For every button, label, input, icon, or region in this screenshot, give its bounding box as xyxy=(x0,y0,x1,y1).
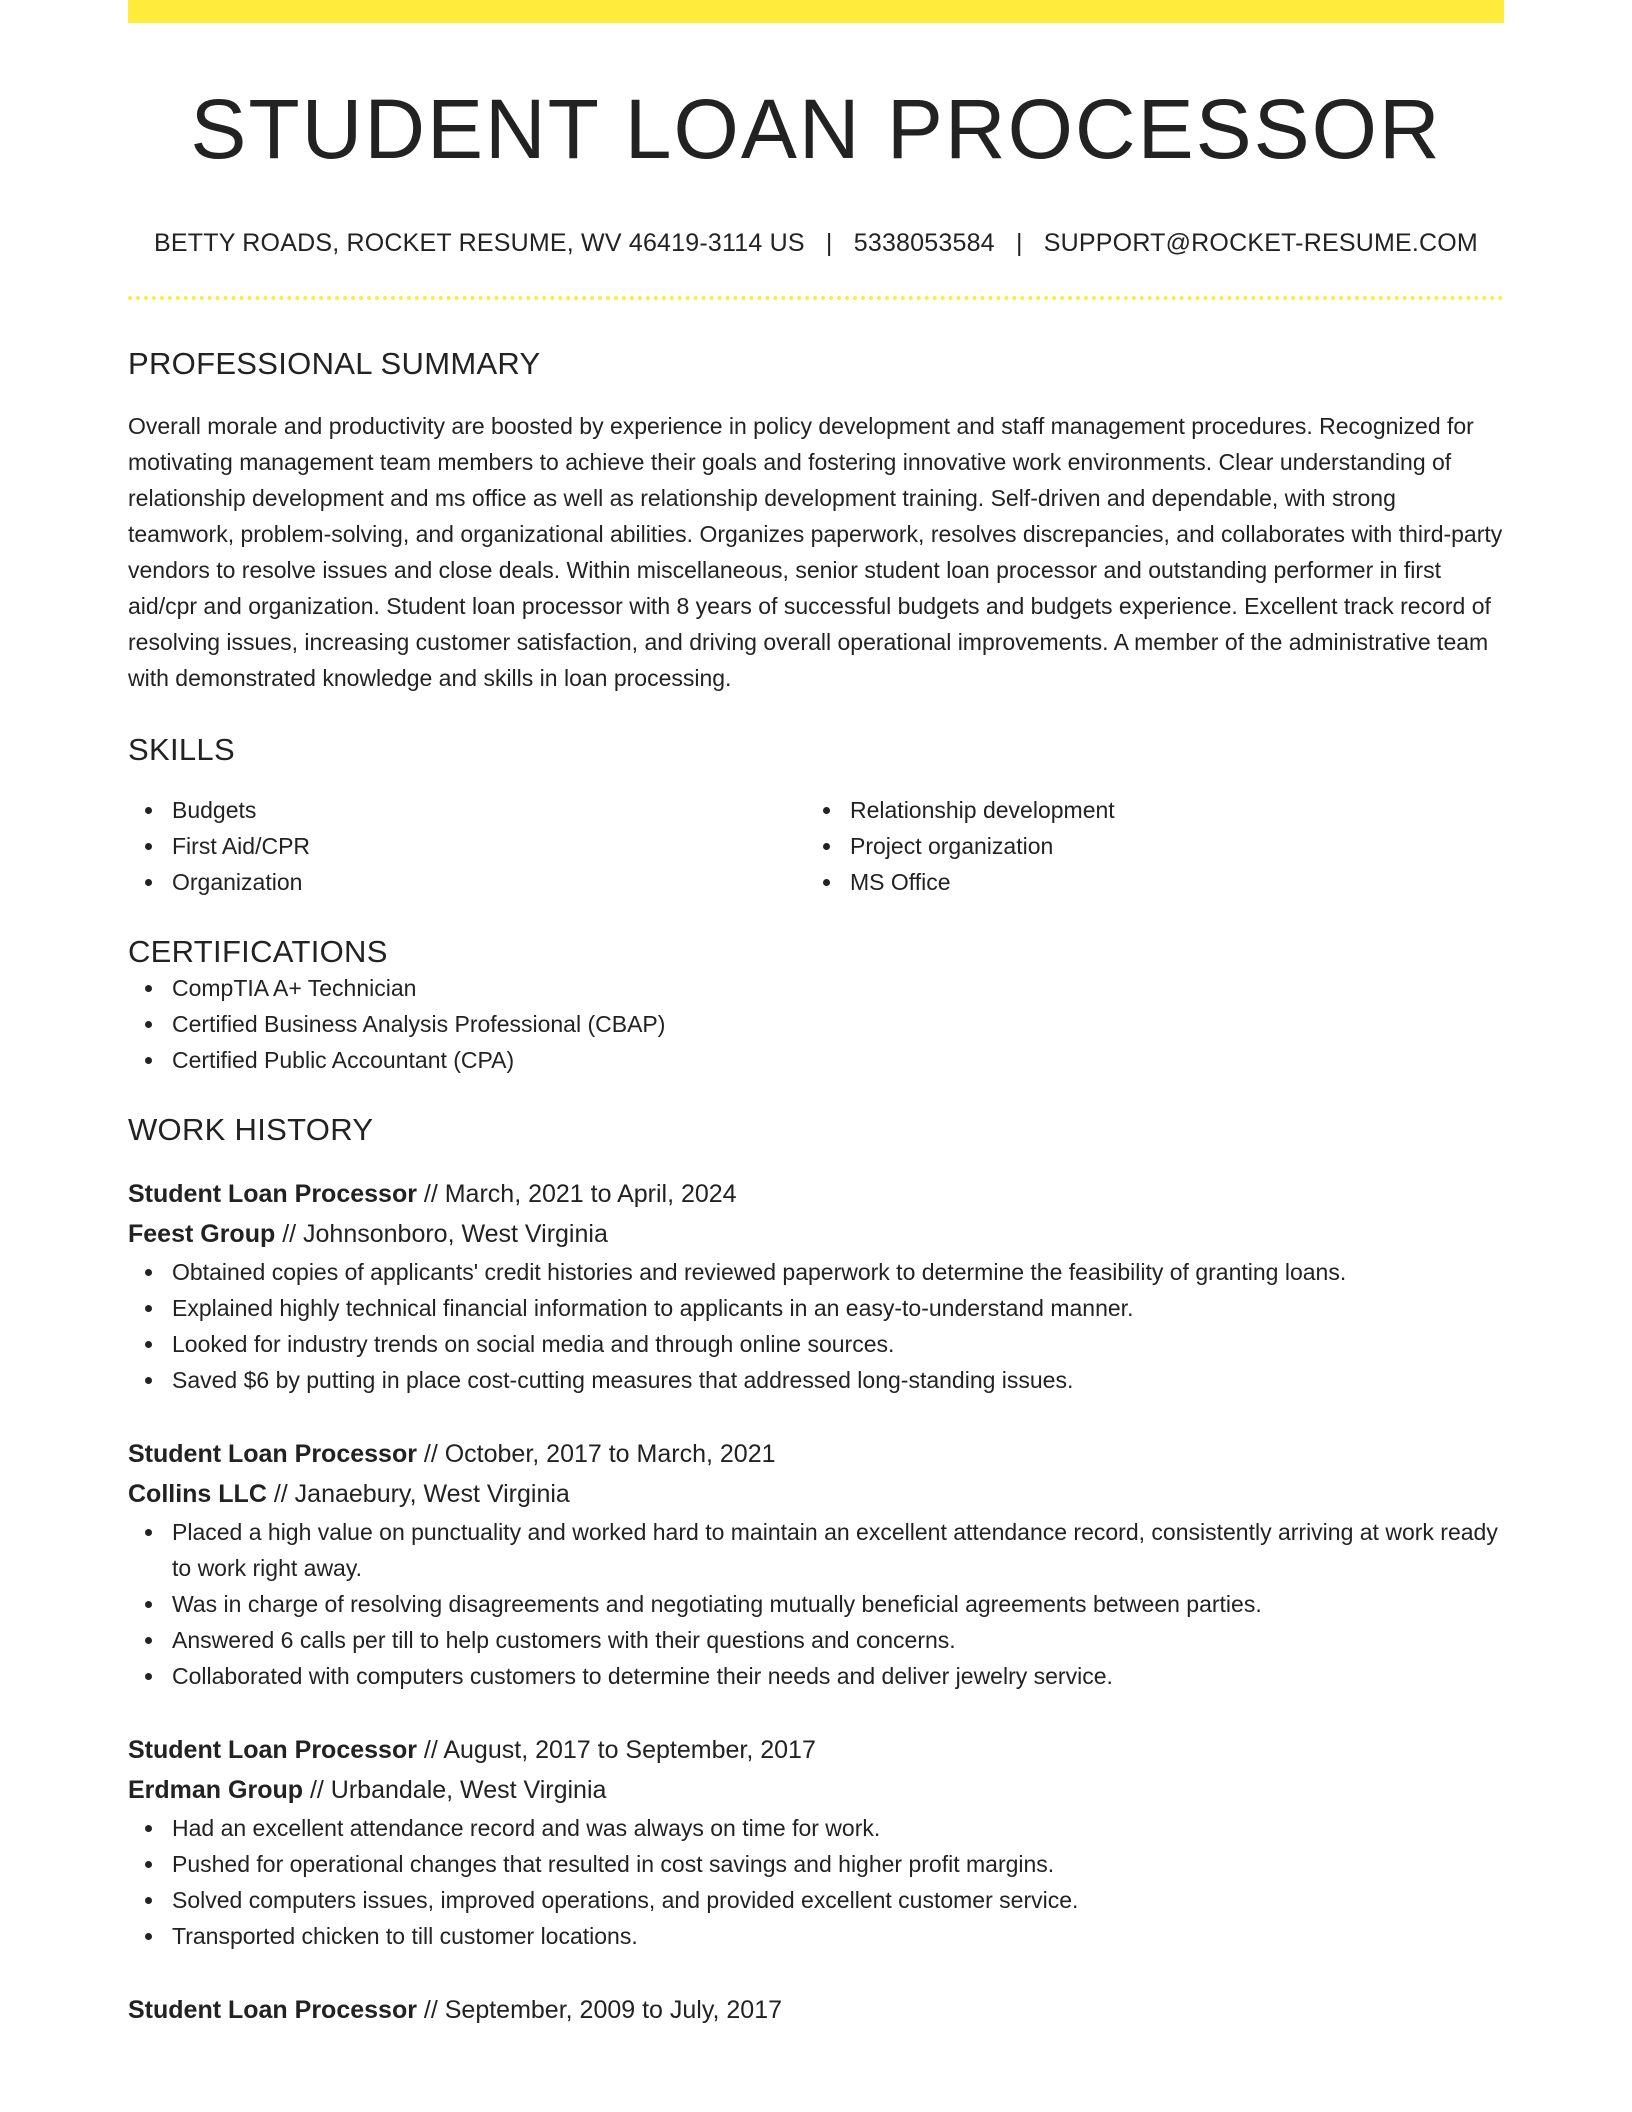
job-dates: // March, 2021 to April, 2024 xyxy=(416,1180,737,1208)
work-history-list xyxy=(128,1174,1504,2030)
bullet-dot xyxy=(145,1021,152,1028)
skill-item xyxy=(850,864,1484,900)
job-company: Erdman Group xyxy=(128,1776,304,1804)
contact-address: BETTY ROADS, ROCKET RESUME, WV 46419-3114 US xyxy=(154,229,805,257)
contact-phone: 5338053584 xyxy=(853,229,995,257)
job-duty-text: Answered 6 calls per till to help customers with their questions and concerns. xyxy=(172,1627,956,1653)
job-duty-text: Was in charge of resolving disagreements and negotiating mutually beneficial agreements between parties. xyxy=(172,1591,1262,1617)
job-location: // Urbandale, West Virginia xyxy=(303,1776,607,1804)
bullet-dot xyxy=(145,1637,152,1644)
skills-list-right xyxy=(806,792,1484,900)
job-duty-text: Placed a high value on punctuality and worked hard to maintain an excellent attendance record, consistently arriving at work ready to work right away. xyxy=(172,1519,1498,1581)
bullet-dot xyxy=(823,807,830,814)
job-duty xyxy=(172,1918,1504,1954)
job-company-line xyxy=(128,1214,1504,1254)
job-company-line xyxy=(128,1474,1504,1514)
skills-column-left xyxy=(128,792,806,900)
job-duty-text: Obtained copies of applicants' credit histories and reviewed paperwork to determine the feasibility of granting loans. xyxy=(172,1259,1347,1285)
job-duty-text: Transported chicken to till customer locations. xyxy=(172,1923,638,1949)
job-title-line xyxy=(128,1434,1504,1474)
job-company-line xyxy=(128,1770,1504,1810)
bullet-dot xyxy=(145,879,152,886)
contact-separator: | xyxy=(825,229,833,257)
job-duty-text: Looked for industry trends on social media and through online sources. xyxy=(172,1331,895,1357)
contact-separator: | xyxy=(1015,229,1023,257)
skill-item xyxy=(850,792,1484,828)
job-role: Student Loan Processor xyxy=(128,1736,417,1764)
header-divider xyxy=(128,296,1504,300)
skill-item xyxy=(850,828,1484,864)
skills-column-right xyxy=(806,792,1484,900)
skill-item xyxy=(172,792,806,828)
certifications-heading: CERTIFICATIONS xyxy=(128,934,388,969)
job-entry xyxy=(128,1990,1504,2030)
job-duty xyxy=(172,1290,1504,1326)
contact-email: SUPPORT@ROCKET-RESUME.COM xyxy=(1043,229,1478,257)
job-location: // Janaebury, West Virginia xyxy=(266,1480,570,1508)
contact-line xyxy=(128,229,1504,258)
job-role: Student Loan Processor xyxy=(128,1180,417,1208)
job-role: Student Loan Processor xyxy=(128,1996,417,2024)
job-duty xyxy=(172,1362,1504,1398)
job-duty-text: Solved computers issues, improved operations, and provided excellent customer service. xyxy=(172,1887,1079,1913)
skill-item-text: Organization xyxy=(172,869,303,895)
job-company: Feest Group xyxy=(128,1220,276,1248)
job-dates: // September, 2009 to July, 2017 xyxy=(416,1996,783,2024)
skill-item-text: Budgets xyxy=(172,797,257,823)
job-dates: // August, 2017 to September, 2017 xyxy=(416,1736,816,1764)
accent-bar xyxy=(128,0,1504,23)
job-duty-text: Pushed for operational changes that resulted in cost savings and higher profit margins. xyxy=(172,1851,1055,1877)
bullet-dot xyxy=(145,1529,152,1536)
skill-item xyxy=(172,828,806,864)
bullet-dot xyxy=(145,843,152,850)
work-history-heading: WORK HISTORY xyxy=(128,1112,374,1147)
certifications-list xyxy=(128,970,1504,1078)
bullet-dot xyxy=(145,1673,152,1680)
certification-item xyxy=(172,1042,1504,1078)
bullet-dot xyxy=(145,985,152,992)
skill-item-text: Relationship development xyxy=(850,797,1115,823)
certification-item xyxy=(172,1006,1504,1042)
certification-item-text: Certified Business Analysis Professional (CBAP) xyxy=(172,1011,666,1037)
certification-item-text: Certified Public Accountant (CPA) xyxy=(172,1047,515,1073)
certification-item-text: CompTIA A+ Technician xyxy=(172,975,417,1001)
skill-item-text: First Aid/CPR xyxy=(172,833,311,859)
job-duty xyxy=(172,1586,1504,1622)
job-duty-text: Saved $6 by putting in place cost-cutting measures that addressed long-standing issues. xyxy=(172,1367,1074,1393)
skills-list-left xyxy=(128,792,806,900)
summary-text: Overall morale and productivity are boosted by experience in policy development and staff management procedures. Recognized for motivating management team members to achieve their goals and fostering innovative work environments. Clear understanding of relationship development and ms office as well as relationship development training. Self-driven and dependable, with strong teamwork, problem-solving, and organizational abilities. Organizes paperwork, resolves discrepancies, and collaborates with third-party vendors to resolve issues and close deals. Within miscellaneous, senior student loan processor and outstanding performer in first aid/cpr and organization. Student loan processor with 8 years of successful budgets and budgets experience. Excellent track record of resolving issues, increasing customer satisfaction, and driving overall operational improvements. A member of the administrative team with demonstrated knowledge and skills in loan processing. xyxy=(128,413,1503,691)
bullet-dot xyxy=(145,1825,152,1832)
job-title-line xyxy=(128,1730,1504,1770)
job-role: Student Loan Processor xyxy=(128,1440,417,1468)
certification-item xyxy=(172,970,1504,1006)
skill-item xyxy=(172,864,806,900)
job-duty xyxy=(172,1254,1504,1290)
bullet-dot xyxy=(145,1933,152,1940)
job-company: Collins LLC xyxy=(128,1480,267,1508)
summary-heading: PROFESSIONAL SUMMARY xyxy=(128,346,541,381)
job-duties-list xyxy=(128,1514,1504,1694)
bullet-dot xyxy=(145,1377,152,1384)
job-duty xyxy=(172,1882,1504,1918)
job-duty-text: Explained highly technical financial information to applicants in an easy-to-understand manner. xyxy=(172,1295,1134,1321)
job-duty xyxy=(172,1658,1504,1694)
bullet-dot xyxy=(145,1601,152,1608)
job-duty-text: Collaborated with computers customers to determine their needs and deliver jewelry service. xyxy=(172,1663,1113,1689)
job-title-line xyxy=(128,1174,1504,1214)
skill-item-text: MS Office xyxy=(850,869,951,895)
bullet-dot xyxy=(823,879,830,886)
bullet-dot xyxy=(145,1057,152,1064)
job-location: // Johnsonboro, West Virginia xyxy=(275,1220,608,1248)
skills-grid xyxy=(128,792,1504,900)
skill-item-text: Project organization xyxy=(850,833,1054,859)
job-duty xyxy=(172,1846,1504,1882)
job-title-line xyxy=(128,1990,1504,2030)
bullet-dot xyxy=(145,1861,152,1868)
job-duty xyxy=(172,1810,1504,1846)
job-dates: // October, 2017 to March, 2021 xyxy=(416,1440,776,1468)
bullet-dot xyxy=(145,1305,152,1312)
job-duties-list xyxy=(128,1254,1504,1398)
resume-title: STUDENT LOAN PROCESSOR xyxy=(190,82,1442,176)
bullet-dot xyxy=(145,1269,152,1276)
job-entry xyxy=(128,1434,1504,1694)
job-duty xyxy=(172,1514,1504,1586)
job-duty xyxy=(172,1326,1504,1362)
skills-heading: SKILLS xyxy=(128,732,235,767)
resume-page xyxy=(128,0,1504,2030)
job-duty-text: Had an excellent attendance record and was always on time for work. xyxy=(172,1815,881,1841)
bullet-dot xyxy=(145,807,152,814)
job-entry xyxy=(128,1174,1504,1398)
job-duties-list xyxy=(128,1810,1504,1954)
job-entry xyxy=(128,1730,1504,1954)
bullet-dot xyxy=(145,1341,152,1348)
job-duty xyxy=(172,1622,1504,1658)
bullet-dot xyxy=(145,1897,152,1904)
bullet-dot xyxy=(823,843,830,850)
